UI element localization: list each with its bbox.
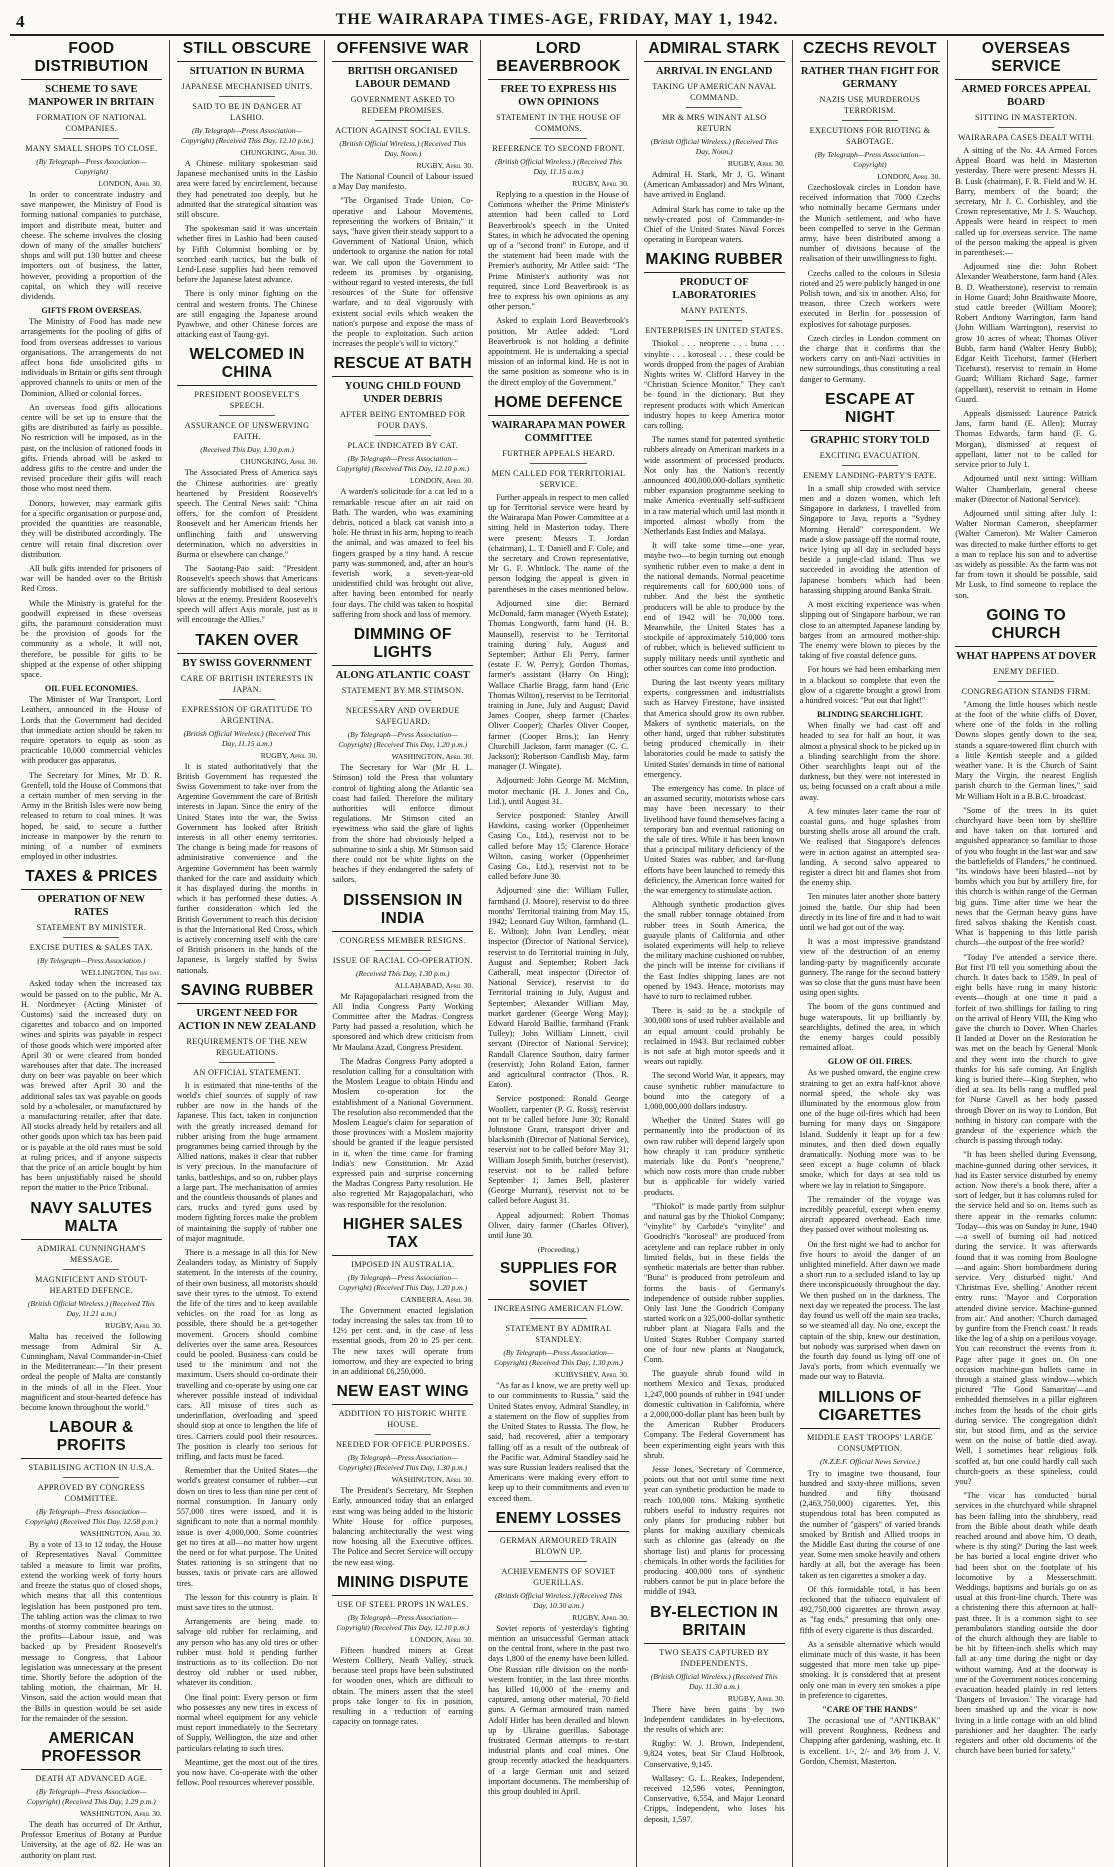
section-heading: GLOW OF OIL FIRES. xyxy=(827,1057,912,1067)
article-dateline: WASHINGTON, April 30. xyxy=(391,1475,474,1485)
article-paragraph: The President's Secretary, Mr Stephen Early, announced today that an enlarged east wing was being added to the historic White House for office purposes, balancing architecturally the west wing now housing all the Executive offices. The Police and Secret Service will occupy the new east wing. xyxy=(332,1486,474,1567)
article-dateline: RUGBY, April 30. xyxy=(105,1320,162,1330)
article xyxy=(177,40,318,340)
article-dateline: WELLINGTON, This day. xyxy=(81,968,162,978)
article-dateline: WASHINGTON, April 30. xyxy=(80,1529,162,1539)
article-headline: OFFENSIVE WAR xyxy=(332,40,473,62)
article xyxy=(332,1574,473,1728)
article-subheading: REQUIREMENTS OF THE NEW REGULATIONS. xyxy=(186,1036,308,1057)
article-subheading: EXCISE DUTIES & SALES TAX. xyxy=(29,943,153,953)
article xyxy=(332,1216,473,1377)
article-deck: WHAT HAPPENS AT DOVER xyxy=(956,650,1097,662)
article-headline: AMERICAN PROFESSOR xyxy=(21,1730,162,1770)
article-subheading: STABILISING ACTION IN U.S.A. xyxy=(28,1463,155,1473)
article-paragraph: Adjourned: John George M. McMinn, motor mechanic (H. J. Jones and Co., Ltd.), until August 31. xyxy=(488,776,629,806)
column-3 xyxy=(325,40,481,1867)
column-5 xyxy=(637,40,793,1867)
article-subheading: ADMIRAL CUNNINGHAM'S MESSAGE. xyxy=(36,1243,146,1264)
article-paragraph: "The vicar has conducted burial services in the churchyard while shrapnel has been falling into the shrubbery, read from the Bible about death while death reached around and above him. 'O death, where is thy sting?' During the last week he has buried a local engine driver who had been shot on the footplate of his locomotive by a Messerschmitt. Weddings, baptisms and burials go on as usual at this front-line church. There was a christening there this afternoon at half-past three. It is a common sight to see perambulators standing outside the door of the church although they are liable to be hit by fifteen-inch shells which may fall at any time during the night or day without warning. And at the doorway is one of the Government notices concerning evacuation headed plainly in red letters 'Dangers of Invasion.' The vicarage had been smashed up and the vicar is now living in a little cottage with an old blind parishioner and her daughter. The early registers and other old documents of the church have been buried for safety." xyxy=(955,1491,1097,1756)
article-paragraph: Further appeals in respect to men called up for Territorial service were heard by the Wairarapa Man Power Committee at a sitting held in Masterton today. There were present: Messrs T. Jordan (chairman), L. T. Daniell and F. Cole, and the secretary and Crown representative, Mr G. F. Whitlock. The name of the person lodging the appeal is given in parentheses in the cases mentioned below. xyxy=(488,492,629,594)
article-dateline: LONDON, April 30. xyxy=(98,179,162,188)
article-paragraph: Although synthetic production gives the small rubber tonnage obtained from rubber trees in South America, the guayule plants of California and other isolated experiments will help to relieve the military machine cushioned on rubber, the pinch will be intense for civilians if the East Indies shipping lanes are not opened by 1943. Hence, motorists may have to turn to reclaimed rubber. xyxy=(643,900,785,1002)
article-paragraph: It is stated authoritatively that the British Government has requested the Swiss Government to take over from the Argentine Government the care of British interests in Japan. Since the entry of the United States into the war, the Swiss Government has looked after British interests in all other enemy territories. The change is being made for reasons of administrative convenience and the Argentine Government has been warmly thanked for the care and assiduity which it has displayed during the months in which it has performed these duties. A further consideration which led the British Government to reach this decision is that the International Red Cross, which is actively concerning itself with the care of British prisoners in the hands of the Japanese, is largely staffed by Swiss nationals. xyxy=(176,761,318,975)
article-paragraph: "Thiokol" is made partly from sulphur and natural gas by the Thiokol Company; "vinylite" by Carbide's "vinylite" and Goodrich's "koroseal" are produced from acetylene and can replace rubber in only limited fields, but in these fields the synthetic materials are better than rubber. "Buna" is produced from petroleum and forms the basis of Germany's independence of outside rubber supplies. Only last June the Goodrich Company started work on a 325,000-dollar synthetic rubber plant at Niagara Falls and the United States Rubber Company started one of four new plants at Naugatuck, Conn. xyxy=(643,1201,785,1364)
article-credit: (By Telegraph—Press Association.) xyxy=(37,956,146,966)
article-subheading: EXCITING EVACUATION. xyxy=(819,450,921,460)
article-credit: (Received This Day, 1.30 p.m.) xyxy=(200,445,294,455)
article-subheading: EXECUTIONS FOR RIOTING & SABOTAGE. xyxy=(809,126,931,146)
article-paragraph: The boom of the guns continued and huge waterspouts, lit up brilliantly by searchlights, defined the area, in which the enemy barges could possibly remained afloat. xyxy=(799,1002,941,1053)
article-subheading: APPROVED BY CONGRESS COMMITTEE. xyxy=(37,1483,145,1504)
divider-rule xyxy=(63,138,119,139)
article-subheading: NAZIS USE MURDEROUS TERRORISM. xyxy=(819,95,921,115)
article-subheading: MR & MRS WINANT ALSO RETURN xyxy=(661,113,767,133)
article-headline: MILLIONS OF CIGARETTES xyxy=(800,1389,941,1429)
article-paragraph: Adjourned until sitting after July 1: Walter Norman Cameron, sheepfarmer (Walter Cameron). Mr Walter Cameron was directed to make further efforts to get a man to replace his son and to advertise as widely as possible. As the farm was not far from town it should be possible, said Mr Lusk, to find someone to replace the son. xyxy=(955,508,1097,600)
article-subheading: PRESIDENT ROOSEVELT'S SPEECH. xyxy=(194,390,300,411)
article-paragraph: An overseas food gifts allocations centre will be set up to ensure that the gifts are distributed as fairly as possible. No restriction will be imposed, as in the past, on the inclusion of rationed foods in gifts. Friends abroad will be asked to address gifts to the centre and under the revised procedure their gifts will reach those who most need them. xyxy=(21,402,162,494)
article-paragraph: The Secretary for War (Mr H. L. Stimson) told the Press that voluntary control of lighting along the Atlantic sea coast had failed. Therefore the military authorities will enforce dimout regulations. Mr Stimson cited an eyewitness who said the glare of lights from the shore had obviously helped a submarine to sink a ship. Mr Stimson said there could not be white lights on the beaches if they endangered the safety of sailors. xyxy=(332,763,474,885)
article-subheading: INCREASING AMERICAN FLOW. xyxy=(494,1304,623,1314)
article-paragraph: The remainder of the voyage was incredibly peaceful, except when enemy aircraft appeared overhead. Each time they passed over without molesting us. xyxy=(799,1194,941,1235)
article xyxy=(332,355,473,620)
divider-rule xyxy=(998,681,1055,682)
article-deck: SITUATION IN BURMA xyxy=(189,66,305,77)
article-deck: GRAPHIC STORY TOLD xyxy=(810,434,930,446)
article-paragraph: Admiral Stark has come to take up the newly-created post of Commander-in-Chief of the United States Naval Forces operating in European waters. xyxy=(643,204,785,245)
article-credit: (British Official Wireless.) (Received This Day, Noon.) xyxy=(339,139,467,158)
article xyxy=(332,1383,473,1568)
article-subheading: ADDITION TO HISTORIC WHITE HOUSE. xyxy=(338,1409,467,1430)
article-headline: NAVY SALUTES MALTA xyxy=(21,1200,162,1240)
article-dateline: LONDON, April 30. xyxy=(877,172,941,181)
article xyxy=(644,1604,785,1825)
article-paragraph: There have been gains by two Independent candidates in by-elections, the results of which are: xyxy=(643,1704,785,1734)
article-credit: (By Telegraph—Press Association—Copyright) (Received This Day, 1.29 p.m.) xyxy=(26,1786,156,1806)
article-headline: ADMIRAL STARK xyxy=(644,40,785,62)
article-paragraph: Service postponed: Stanley Atwill Hawkins, casing worker (Oppenheimer Casing Co., Ltd.), reservist not to be called before May 15; Clarence Horace Wilton, casing worker (Oppenheimer Casing Co., Ltd.), reservist not to be called before June 30. xyxy=(488,810,629,882)
article-subheading: ACHIEVEMENTS OF SOVIET GUERILLAS. xyxy=(501,1566,616,1587)
article-paragraph: A warden's solicitude for a cat led to a remarkable rescue after an air raid on Bath. The warden, who was examining debris, noticed a black cat vanish into a hole. He thrust in his arm, hoping to reach the animal, and was amazed to feel his fingers grasped by a tiny hand. A rescue party was summoned, and, after an hour's feverish work, a seven-year-old unidentified child was brought out alive, after having been entombed for nearly four days. The child was taken to hospital suffering from shock and loss of memory. xyxy=(332,487,474,619)
article-paragraph: Soviet reports of yesterday's fighting mention an unsuccessful German attack on the central front, where in the past two days 1,800 of the enemy have been killed. One Russian rifle division on the north-western frontier, in the last three months has killed 10,000 of the enemy and captured, among other material, 70 field guns. A German armoured train named Adolf Hitler has been derailed and blown up by Ukraine guerillas. Sabotage frustrated German attempts to re-start industrial plants and coal mines. One group recently attacked the headquarters of a large German unit and seized important documents. The membership of this group doubled in April. xyxy=(488,1623,629,1796)
article-paragraph: Rugby: W. J. Brown, Independent, 9,824 votes, beat Sir Claud Holbrook, Conservative, 9,145. xyxy=(643,1739,785,1769)
article-paragraph: Adjourned sine die: William Fuller, farmhand (J. Moore), reservist to do three months' Territorial training from May 15, 1942; Leonard Guy Wilton, farmhand (L. E. Wilton); John Ivan Lendley, meat inspector (Director of National Service), reservist to do Territorial training in July, August and September; Robert Jack Catherall, meat inspector (Director of National Service), reservist to do Territorial training in July, August and September; Alexander William May, market gardener (George Wong May); Edward Harold Baillie, farmhand (Frank Tulley); John William Linnett, civil servant (Director of National Service); Randall Clarence Southon, dairy farmer (reservist); John Roland Eaton, farmer and agricultural contractor (Thos. R. Eaton). xyxy=(488,886,629,1090)
article xyxy=(332,40,473,349)
article-credit: (British Official Wireless.) (Received This Day, 10.30 a.m.) xyxy=(495,1590,622,1610)
article-deck: ALONG ATLANTIC COAST xyxy=(335,670,470,682)
article-paragraph: Try to imagine two thousand, four hundred and sixty-three millions, seven hundred and fifty thousand (2,463,750,000) cigarettes. Yet, this stupendous total has been computed as the number of "gaspers" of varied brands smoked by British and Allied troops in the Middle East during the course of one year. Some men smoke heavily and others hardly at all, but the average has been taken as ten cigarettes a smoker a day. xyxy=(799,1468,941,1580)
column-6 xyxy=(793,40,949,1867)
article-subheading: NEEDED FOR OFFICE PURPOSES. xyxy=(335,1440,470,1450)
article-subheading: MEN CALLED FOR TERRITORIAL SERVICE. xyxy=(491,468,626,489)
article-headline: OVERSEAS SERVICE xyxy=(955,40,1097,80)
article-paragraph: Adjourned until next sitting: William Walter Chamberlain, general cheese maker (Director of National Service). xyxy=(955,474,1097,504)
article-headline: CZECHS REVOLT xyxy=(800,40,941,62)
article-headline: HOME DEFENCE xyxy=(488,394,629,416)
divider-rule xyxy=(686,107,742,108)
article xyxy=(332,892,473,1210)
article-headline: SUPPLIES FOR SOVIET xyxy=(488,1260,629,1300)
article xyxy=(177,982,318,1789)
newspaper-title: THE WAIRARAPA TIMES-AGE, FRIDAY, MAY 1, 1942. xyxy=(335,11,779,28)
article xyxy=(177,632,318,976)
article-paragraph: The guayule shrub found wild in northern Mexico and Texas, produced 1,247,000 pounds of rubber in 1941 under domestic cultivation in California, where a 2,000,000-dollar plant has been built by the American Rubber Producers Company. The Federal Government has been experimenting eight years with this shrub. xyxy=(643,1369,785,1460)
article xyxy=(644,40,785,245)
article xyxy=(21,1730,162,1861)
article-credit: (N.Z.E.F. Official News Service.) xyxy=(820,1456,920,1466)
article xyxy=(488,394,629,1254)
article xyxy=(21,40,162,862)
article-paragraph: The Associated Press of America says the Chinese authorities are greatly heartened by President Roosevelt's speech. The Central News said: "China offers, for the comfort of President Roosevelt and her American friends her unflinching faith and unswerving determination, which no adversities in Burma or elsewhere can change." xyxy=(176,468,318,560)
article-headline: WELCOMED IN CHINA xyxy=(177,346,318,386)
article-headline: LORD BEAVERBROOK xyxy=(488,40,629,80)
section-heading: GIFTS FROM OVERSEAS. xyxy=(41,306,142,316)
article-paragraph: "The Organised Trade Union, Co-operative and Labour Movements, representing the workers of Britain," it says, "have given their steady support to a Government of National Union, which undertook to organise the nation for total war. We call upon the Government to redeem its promises by organising, without regard to vested interests, the full resources of the State for offensive warfare, and to deal vigorously with existent social evils which weaken the nation's purpose and expose the mass of the people to exploitation. Such action increases the people's will to victory." xyxy=(332,196,474,349)
article-paragraph: Admiral H. Stark, Mr J. G. Winant (American Ambassador) and Mrs Winant, have arrived in England. xyxy=(643,170,785,200)
article-paragraph: Fifteen hundred miners at Great Western Colliery, Neath Valley, struck because steel props have been substituted for wooden ones, which are difficult to obtain. The miners assert that the steel props take longer to fix in position, resulting in a reduction of earning capacity on tonnage rates. xyxy=(332,1645,474,1727)
article-paragraph: On the first night we had to anchor for five hours to avoid the danger of an unlighted minefield. After dawn we made a short run to a secluded island to lay up there inconspicuously throughout the day. We then pushed on in the darkness. The next day we repeated the process. The last day found us well off the main sea tracks, so we steamed all day. No one, except the captain of the ship, knew our destination, but nobody was surprised when dawn on the fourth day found us lying off one of Java's ports, from which eventually we made our way to Batavia. xyxy=(799,1239,941,1382)
divider-rule xyxy=(375,700,431,701)
divider-rule xyxy=(219,1062,275,1063)
article-paragraph: "Some of the trees in its quiet churchyard have been torn by shellfire and have taken on that tortured and anguished appearance so familiar to those of you who fought in the last war and saw the battlefields of Flanders," he continued. "Its windows have been blasted—not by bombs which you but by artillery fire, for this church is within range of the German big guns. Time after time we hear the news that the German heavy guns have fired salvos shaking the Kentish coast. What is happening to this little parish church—the outpost of the free world? xyxy=(955,805,1097,948)
article-paragraph: The emergency has come. In place of an assumed security, motorists whose cars may have been necessary to their livelihood have found themselves facing a temporary ban and eventual rationing on the sale of tires. While it has been known that a principal military deficiency of the United States was rubber, and far-flung efforts have been launched to remedy this deficiency, the American force waited for the war emergency to stimulate action. xyxy=(643,783,785,895)
article-subheading: ENEMY LANDING-PARTY'S FATE. xyxy=(803,470,937,480)
divider-rule xyxy=(530,138,586,139)
article-paragraph: Adjourned sine die: John Robert Alexander Weatherstone, farm hand (Alex B. D. Weatherstone), reservist to remain in Home Guard; John Braithwaite Moore, stud cattle breeder (William Moore); Robert Anthony Warrington, farm hand (John William Warrington), reservist to grow 10 acres of wheat; Thomas Oliver Bubb, farm hand (Walter Henry Bubb); Edgar Keith Ticehurst, farmer (Herbert Ticehurst), reservist to remain in Home Guard; William Richard Sage, farmer (appellant), reservist to remain in Home Guard. xyxy=(955,262,1097,404)
article-paragraph: There is only minor fighting on the central and western fronts. The Chinese are still engaging the Japanese around Pyawbwe, and other Chinese forces are attacking east of Taung-gyi. xyxy=(176,289,318,340)
article xyxy=(955,607,1097,1757)
article-subheading: SAID TO BE IN DANGER AT LASHIO. xyxy=(192,102,302,122)
article-dateline: CHUNGKING, April 30. xyxy=(240,457,318,467)
section-heading: BLINDING SEARCHLIGHT. xyxy=(816,710,923,720)
divider-rule xyxy=(530,1561,586,1562)
article-paragraph: One final point: Every person or firm who possesses any new tires in excess of normal wheel equipment for any vehicle must report immediately to the Secretary of Supply, Wellington, the size and other particulars relating to such tires. xyxy=(176,1692,318,1753)
article-subheading: MAGNIFICENT AND STOUT-HEARTED DEFENCE. xyxy=(35,1274,148,1295)
article-subheading: ASSURANCE OF UNSWERVING FAITH. xyxy=(184,421,310,442)
article-paragraph: Appeal adjourned: Robert Thomas Oliver, dairy farmer (Charles Oliver), until June 30. xyxy=(488,1210,629,1241)
article-subheading: EXPRESSION OF GRATITUDE TO ARGENTINA. xyxy=(181,704,313,725)
page-number: 4 xyxy=(16,12,25,31)
article-paragraph: Wallasey: G. L. Reakes, Independent, received 12,596 votes, Pennington, Conservative, 6,554, and Major Leonard Cripps, Independent, who loses his deposit, 1,597. xyxy=(643,1773,785,1824)
article-paragraph: "Among the little houses which nestle at the foot of the white cliffs of Dover, where one of the folds in the rolling Downs slopes gently down to the sea, stands a square-towered flint church with a little Kentish steeple and a gilded weather vane. It is the Church of Saint Mary the Virgin, the nearest English parish church to the German lines," said Mr William Holt in a B.B.C. broadcast. xyxy=(955,699,1097,801)
article-paragraph: The Secretary for Mines, Mr D. R. Grenfell, told the House of Commons that a certain number of men serving in the Army in the British Isles were now being released to return to coal mines. It was hoped, he said, to secure a further increase in manpower by the return to mining of a number of exminers employed in other industries. xyxy=(21,770,162,862)
article-paragraph: Replying to a question in the House of Commons whether the Prime Minister's attention had been called to Lord Beaverbrook's speech in the United States, in which he advocated the opening up of a "second front" in Europe, and if the statement had been made with the Premier's authority, Mr Attlee said: "The Prime Minister's authority was not required, since Lord Beaverbrook is as free to express his own opinions as any other person." xyxy=(488,190,629,312)
column-4 xyxy=(481,40,637,1867)
article-paragraph: The lesson for this country is plain. It must save tires to the utmost. xyxy=(176,1592,318,1612)
article-paragraph: The spokesman said it was uncertain whether fires in Lashio had been caused by Fifth Columnist bombing or by scorched earth tactics, but the bulk of Lend-Lease supplies had been removed before the Japanese latest advance. xyxy=(176,224,318,285)
article-headline: RESCUE AT BATH xyxy=(332,355,473,377)
article-dateline: WASHINGTON, April 30. xyxy=(80,1808,162,1818)
article-paragraph: Asked to explain Lord Beaverbrook's position, Mr Attlee added: "Lord Beaverbrook is not holding a definite appointment. He is undertaking a special mission of an informal kind. He is not in the same position as someone who is in the direct employ of the Government." xyxy=(488,316,629,387)
article xyxy=(800,391,941,1383)
article-paragraph: A Chinese military spokesman said Japanese mechanised units in the Lashio area were faced by encirclement, because they had penetrated too deeply, but he admitted that the strategical situation was still obscure. xyxy=(176,159,318,220)
article-headline: ESCAPE AT NIGHT xyxy=(800,391,941,431)
article-paragraph: The Saotang-Pao said: "President Roosevelt's speech shows that Americans are sufficiently mobilised to deal serious blows at the enemy. President Roosevelt's speech will affect Axis morale, just as it will encourage the Allies." xyxy=(176,564,318,625)
article-headline: MINING DISPUTE xyxy=(332,1574,473,1596)
article-paragraph: Ten minutes later another shore battery joined the battle. Our ship had been directly in its line of fire and it had to wait until we had got out of the way. xyxy=(799,892,941,932)
article-dateline: RUGBY, April 30. xyxy=(416,161,474,170)
article-subheading: MANY SMALL SHOPS TO CLOSE. xyxy=(25,144,158,153)
article-dateline: LONDON, April 30. xyxy=(409,1634,474,1644)
article-subheading: STATEMENT IN THE HOUSE OF COMMONS. xyxy=(496,113,621,133)
article-paragraph: A few minutes later came the roar of coastal guns, and huge splashes from bursting shells arose all around the craft. We realised that Singapore's defences were in action against an attempted sea-landing. A second salvo appeared to register a direct hit and flames shot from the enemy ship. xyxy=(799,806,941,888)
article-credit: (By Telegraph—Press Association—Copyright) (Received This Day, 12.58 p.m.) xyxy=(25,1507,158,1527)
article-headline: FOOD DISTRIBUTION xyxy=(21,40,162,80)
article xyxy=(332,626,473,885)
article-subheading: IMPOSED IN AUSTRALIA. xyxy=(351,1259,455,1269)
article-subheading: FURTHER APPEALS HEARD. xyxy=(502,448,615,458)
divider-rule xyxy=(686,320,742,321)
article-subheading: TWO SEATS CAPTURED BY INDEPENDENTS. xyxy=(659,1647,770,1668)
article-credit: (British Official Wireless.) (Received This Day, 11.15 a.m.) xyxy=(183,728,311,748)
article-paragraph: The Madras Congress Party adopted a resolution calling for a consultation with the Moslem League to obtain Hindu and Moslem co-operation for the establishment of a National Government. The resolution also recommended that the Moslem League's claim for separation of those provinces with a Moslem majority should be granted if the league persisted in it, when the time came for framing India's new Constitution. Mr Azad expressed pain and surprise concerning the Madras Congress Party resolution. He also regretted Mr Rajagopalachari, who was responsible for the resolution. xyxy=(332,1056,474,1209)
article-subheading: PLACE INDICATED BY CAT. xyxy=(347,441,459,451)
article-dateline: LONDON, April 30. xyxy=(409,476,474,486)
article-headline: STILL OBSCURE xyxy=(177,40,318,62)
article-credit: (By Telegraph—Press Association—Copyright) (Received This Day, 12.10 p.m.) xyxy=(336,454,470,474)
article-deck: YOUNG CHILD FOUND UNDER DEBRIS xyxy=(344,381,461,406)
article-subheading: TAKING UP AMERICAN NAVAL COMMAND. xyxy=(652,82,777,102)
article-paragraph: It will take some time—one year, maybe two—to begin turning out enough synthetic rubber even to make a dent in the national demands. Normal peacetime requirements call for 600,000 tons of rubber. And the best the synthetic producers will be able to produce by the end of 1942 will be 70,000 tons. Meanwhile, the United States has a stockpile of approximately 510,000 tons of rubber, which is believed sufficient to supply military needs until synthetic and other sources can come into production. xyxy=(643,541,785,673)
article-paragraph: Malta has received the following message from Admiral Sir A. Cunningham, Naval Commander-in-Chief in the Mediterranean:—"In their present ordeal the people of Malta are constantly in the minds of all in the Fleet. Your magnificent and stout-hearted defence has become known throughout the world." xyxy=(21,1331,162,1413)
divider-rule xyxy=(998,127,1055,128)
article-paragraph: There is a message in all this for New Zealanders today, as Ministry of Supply statement. In the interests of the country, of their own business, all motorists should save their tyres to the utmost. To extend the life of the tires and to keep available vehicles on the road for as long as possible, there should be a get-together movement. Grocers should combine deliveries over the same area. Resources could be pooled. Business cars could be used to the minimum and not the maximum. Users should co-ordinate their travelling and co-operate by using one car wherever possible instead of individual cars. All misuse of tires such as underinflation, overloading and speed should stop at once to lengthen the life of tires. Carriers could pool their resources. The position is clearly too serious for trifling, and facts must be faced. xyxy=(176,1248,318,1462)
article-dateline: RUGBY, April 30. xyxy=(727,1693,785,1703)
article-subheading: WAIRARAPA CASES DEALT WITH. xyxy=(957,133,1095,142)
article-paragraph: Czechs called to the colours in Silesia rioted and 25 were publicly hanged in one Polish town, and six in another. Also, for treason, three Czech workers were executed in Berlin for possession of explosives for sabotage purposes. xyxy=(799,268,941,329)
article-continuation: (Proceeding.) xyxy=(537,1245,580,1255)
article-paragraph: "It has been shelled during Evensong, machine-gunned during other services, it had its Easter service disturbed by enemy action. Now there's a book there, after a sort of ledger, but it has columns ruled for the service held and so on. Items such as there appear in the remarks column: 'Today—this was on Sunday in June, 1940—a swell of burning oil had noticed during the service. It was afterwards found that it was coming from Boulogne—and again: Short bombardment during service. Very disturbed night.' And 'Christmas Eve, shelling.' Another recent entry runs: 'Mayor and Corporation attended divine service. Machine-gunned from air.' And another: 'Church damaged by gunfire from the French coast.' It reads like the log of a ship on a perilous voyage. You can reconstruct the events from it. Page after page it goes on. On one occasion machine-gun bullets came in through a stained glass window—which pictured 'The Good Samaritan'—and embedded themselves in a pillar eighteen inches from the heads of the choir girls during service. The congregation didn't stir, but stood firm, and as the service went on the noise of battle died away. Well, I sometimes hear religious folk scoffed at, but one could hardly call such church-goers as these spineless, could you? xyxy=(955,1150,1097,1486)
article-paragraph: While the Ministry is grateful for the goodwill expressed in these overseas gifts, the paramount consideration must be the provision of goods for the community as a whole. It will not, therefore, be possible for gifts to be shipped at the expense of other shipping space. xyxy=(21,598,162,679)
article-paragraph: Service postponed: Ronald George Woollett, carpenter (P. G. Ross), reservist not to be called before June 30; Ronald Johnstone Grant, transport driver and blacksmith (Director of National Service), reservist not to be called before May 31; William Joseph Smith, butcher (reservist), reservist not to be called before September 1; James Bell, plasterer (George Murrant), reservist not to be called before August 31. xyxy=(488,1094,629,1206)
article-credit: (Received This Day, 1.30 p.m.) xyxy=(355,968,450,978)
article-dateline: RUGBY, April 30. xyxy=(260,750,318,760)
article-credit: (By Telegraph—Press Association—Copyright) xyxy=(36,157,147,176)
article-subheading: ENTERPRISES IN UNITED STATES. xyxy=(645,326,784,336)
divider-rule xyxy=(219,699,275,700)
article-paragraph: The Ministry of Food has made new arrangements for the pooling of gifts of food from overseas addresses to various organisations. The arrangements do not affect bona fide unsolicited gifts to individuals in Britain or gifts sent through approved channels to units or men of the Dominion, Allied or colonial forces. xyxy=(21,317,162,398)
article-paragraph: Of this formidable total, it has been reckoned that the tobacco equivalent of 492,750,000 cigarettes are thrown away as "fag ends," presuming that only one-fifth of every cigarette is thus discarded. xyxy=(799,1584,941,1635)
article-headline: HIGHER SALES TAX xyxy=(332,1216,473,1256)
article-dateline: KUIBYSHEV, April 30. xyxy=(554,1370,629,1380)
article-subheading: MIDDLE EAST TROOPS' LARGE CONSUMPTION. xyxy=(807,1432,933,1453)
article-paragraph: The second World War, it appears, may cause synthetic rubber manufacture to bound into the category of a 1,000,000,000 dollars industry. xyxy=(643,1071,785,1112)
article-paragraph: Mr Rajagopalachari resigned from the All India Congress Party Working Committee after the Madras Congress Party had passed a resolution, which he sponsored and which drew criticism from Mr Maulana Azad, Congress President. xyxy=(332,991,474,1052)
article-credit: (British Official Wireless.) (Received This Day, 11.15 a.m.) xyxy=(495,157,622,176)
masthead xyxy=(10,8,1104,36)
divider-rule xyxy=(63,1269,119,1270)
divider-rule xyxy=(375,120,431,121)
article-headline: NEW EAST WING xyxy=(332,1383,473,1405)
article-credit: (By Telegraph—Press Association—Copyright) (Received This Day, 1.30 p.m.) xyxy=(338,1453,468,1473)
article-credit: (British Official Wireless.) (Received This Day, 11.21 a.m.) xyxy=(27,1298,155,1318)
article-paragraph: There is said to be a stockpile of 300,000 tons of used rubber available and an equal amount could probably be reclaimed in 1943. But reclaimed rubber is not safe at high motor speeds and it wears out rapidly. xyxy=(643,1006,785,1067)
article-subheading: CONGREGATION STANDS FIRM. xyxy=(961,686,1091,696)
article-paragraph: When finally we had cast off and headed to sea for half an hour, it was almost a physical shock to be picked up in a blinding searchlight from the shore. Other searchlights leapt out of the darkness, but they were not interested in us, being focussed on a craft about a mile away. xyxy=(799,721,941,802)
column-1 xyxy=(14,40,170,1867)
article-paragraph: Donors, however, may earmark gifts for a specific organisation or purpose and, provided the quantities are reasonable, they will be distributed accordingly. The centre will retain final discretion over distribution. xyxy=(21,498,162,559)
article-subheading: ISSUE OF RACIAL CO-OPERATION. xyxy=(332,955,473,965)
divider-rule xyxy=(63,1477,119,1478)
article-credit: (By Telegraph—Press Association—Copyright) (Received This Day, 12.10 p.m.) xyxy=(180,126,314,145)
divider-rule xyxy=(375,435,431,436)
article-credit: (British Official Wireless.) (Received This Day, Noon.) xyxy=(650,137,778,156)
article-paragraph: It was a most impressive grandstand view of the destruction of an enemy landing-party by magnificently accurate gunnery. The range for the second battery was so close that the guns must have been using open sights. xyxy=(799,937,941,998)
article-subheading: SITTING IN MASTERTON. xyxy=(974,113,1078,122)
article-dateline: RUGBY, April 30. xyxy=(727,159,785,168)
divider-rule xyxy=(375,1434,431,1435)
divider-rule xyxy=(530,463,586,464)
article-deck: SCHEME TO SAVE MANPOWER IN BRITAIN xyxy=(28,84,155,108)
article-subheading: REFERENCE TO SECOND FRONT. xyxy=(492,144,625,153)
divider-rule xyxy=(219,96,275,97)
divider-rule xyxy=(530,1318,586,1319)
article xyxy=(644,251,785,1597)
article-paragraph: The Minister of War Transport, Lord Leathers, announced in the House of Lords that the Government had decided that immediate action should be taken to require operators to equip as soon as practicable 10,000 commercial vehicles with producer gas apparatus. xyxy=(21,695,162,766)
divider-rule xyxy=(219,415,275,416)
article-subheading: STATEMENT BY MINISTER. xyxy=(36,923,147,933)
article-deck: BY SWISS GOVERNMENT xyxy=(182,657,312,669)
article-subheading: DEATH AT ADVANCED AGE. xyxy=(35,1773,148,1783)
article-paragraph: The occasional use of "ANTIKBAK" will prevent Roughness, Redness and Chapping after gardening, washing, etc. It is excellent. 1/-, 2/- and 3/6 from J. V. Gordon, Chemist, Masterton. xyxy=(799,1715,941,1766)
article-subheading: JAPANESE MECHANISED UNITS. xyxy=(181,82,313,91)
newspaper-columns xyxy=(14,40,1104,1860)
article-subheading: ENEMY DEFIED. xyxy=(993,666,1060,676)
section-heading: "CARE OF THE HANDS" xyxy=(822,1704,918,1714)
article-paragraph: All bulk gifts intended for prisoners of war will be handed over to the British Red Cross. xyxy=(21,563,162,594)
article-paragraph: A most exciting experience was when slipping out of Singapore harbour, we ran close to an attempted Japanese landing by barges from an armoured mother-ship. The enemy were blown to pieces by the taking of five coastal defence guns. xyxy=(799,600,941,661)
article-paragraph: "As far as I know, we are pretty well up to our commitments to Russia," said the United States envoy, Admiral Standley, in a statement on the flow of supplies from the United States to Russia. The flow, he said, had recovered, after a temporary falling off as a result of the outbreak of the Pacific war. Admiral Standley said he was sure Russian leaders realised that the Americans were making every effort to keep up to their commitments and even to exceed them. xyxy=(488,1381,629,1503)
article-paragraph: Czechoslovak circles in London have received information that 7000 Czechs who nominally became Germans under the Munich settlement, and who have been compelled to serve in the German army, have been distributed among a number of divisions because of the realisation of their unwillingness to fight. xyxy=(799,183,941,264)
article xyxy=(800,40,941,385)
article-dateline: RUGBY, April 30. xyxy=(572,179,629,188)
article xyxy=(177,346,318,625)
article-dateline: ALLAHABAD, April 30. xyxy=(394,980,474,990)
article-paragraph: Adjourned sine die: Bernard McDonald, farm manager (Wyeth Estate); Thomas Longworth, farm hand (H. B. Maunsell), reservist to be Territorial training during July, August and September; Arthur Eli Perry, farmer (estate F. W. Perry); Gordon Thomas, farmer's assistant (Harry On Hing); Wallace Charlie Bragg, farm hand (Eric Thomas Wilton), reservist to be Territorial training in June, July and August; David James Cooper, sheep farmer (Charles Oliver Cooper); Charles Oliver Cooper, farmer (Cooper Bros.); Ian Henry Churchill Jackson, farm manager (C. C. Jackson); Robertson Candlish May, farm manager (J. Wingate). xyxy=(488,598,629,772)
article-subheading: CARE OF BRITISH INTERESTS IN JAPAN. xyxy=(180,673,314,694)
article-paragraph: The names stand for patented synthetic rubbers already on American markets in a wide assortment of processed products. Not only has the Nation's recently announced 400,000,000-dollars synthetic rubber expansion programme seeking to make America eventually self-sufficient in a raw material which until last month it imported almost wholly from the Netherlands East Indies and Malaya. xyxy=(643,435,785,537)
article-paragraph: In order to concentrate industry and save manpower, the Ministry of Food is forming national companies to purchase, import and distribute meat, butter and cheese. The scheme involves the closing down of many of the smaller butchers' shops and will put 130 butter and cheese importers out of business, the latter, however, providing a proportion of the capital, on which they will receive dividends. xyxy=(21,190,162,302)
article-subheading: CONGRESS MEMBER RESIGNS. xyxy=(339,935,466,945)
article-paragraph: The Government enacted legislation today increasing the sales tax from 10 to 12½ per cent. and, in the case of less essential goods, from 20 to 25 per cent. The new taxes will operate from tomorrow, and they are expected to bring in an additional £6,250,000. xyxy=(332,1305,474,1377)
article-deck: WAIRARAPA MAN POWER COMMITTEE xyxy=(491,419,626,444)
article-headline: DIMMING OF LIGHTS xyxy=(332,626,473,666)
article-subheading: USE OF STEEL PROPS IN WALES. xyxy=(336,1599,469,1609)
article xyxy=(21,1200,162,1414)
divider-rule xyxy=(375,950,431,951)
article-paragraph: The National Council of Labour issued a May Day manifesto. xyxy=(332,172,474,192)
article-deck: ARMED FORCES APPEAL BOARD xyxy=(961,84,1091,108)
article-subheading: STATEMENT BY ADMIRAL STANDLEY. xyxy=(505,1324,612,1345)
article-paragraph: Remember that the United States—the world's greatest consumer of rubber—cut down on tires to less than nine per cent of normal consumption. In January only 557,000 tires were issued, and it is significant to note that a normal monthly issue is over 4,000,000. Some countries get no tires at all—no matter how urgent the need or for what purpose. The United States rationing is so stringent that no busses, taxis or private cars are allowed tires. xyxy=(176,1466,318,1588)
article xyxy=(800,1389,941,1767)
article-deck: URGENT NEED FOR ACTION IN NEW ZEALAND xyxy=(178,1007,316,1032)
article-paragraph: By a vote of 13 to 12 today, the House of Representatives Naval Committee tabled a measure to limit war profits, extend the working week of forty hours and freeze the status quo of closed shops, which means that all this contentious legislation has been postponed pro tem. The tabling action was the climax to two months of stormy committee hearings on the profits—Labour issue, and was backed up by President Roosevelt's message to Congress, that Labour legislation was unnecessary at the present time. Shortly before the adoption of the tabling motion, the chairman, Mr H. Vinson, said the action would mean that the Bills in question would be set aside for the remainder of the session. xyxy=(21,1540,162,1723)
article-paragraph: Jesse Jones, Secretary of Commerce, points out that not until some time next year can synthetic production be made to reach 100,000 tons. Making synthetic rubbers useful to industry requires not only plants for producing rubber but plants for making auxiliary chemicals such as chlorine gas (already on the shortage list) and plants for processing chemicals. In other words the facilities for producing 400,000 tons of synthetic rubbers cannot be put in place before the middle of 1943. xyxy=(643,1464,785,1597)
article-headline: BY-ELECTION IN BRITAIN xyxy=(644,1604,785,1644)
article-paragraph: Appeals dismissed: Laurence Patrick Jans, farm hand (E. Allen); Murray Thomas Edwards, farm hand (F. G. Morgan), dismissed at request of appellant, latter not to be called for service prior to July 1. xyxy=(955,409,1097,470)
article-headline: MAKING RUBBER xyxy=(644,251,785,273)
article-credit: (By Telegraph—Press Association—Copyright) (Received This Day, 1.20 p.m.) xyxy=(338,1272,468,1292)
article-deck: BRITISH ORGANISED LABOUR DEMAND xyxy=(347,66,458,90)
article-deck: OPERATION OF NEW RATES xyxy=(37,894,146,919)
article-headline: TAKEN OVER xyxy=(177,632,318,654)
article-paragraph: In a small ship crowded with service men and a dozen women, which left Singapore in darkness, I travelled from Singapore to Java, reports a "Sydney Morning Herald" correspondent. We made a slow passage off the normal route, twice lying up all day in secluded bays beside a jungle-clad island. Thus we succeeded in avoiding the attention of Japanese bombers which had been harassing shipping around Banka Strait. xyxy=(799,483,941,595)
article-credit: (By Telegraph—Press Association—Copyright) (Received This Day, 12.10 p.m.) xyxy=(336,1612,470,1632)
article-paragraph: It is estimated that nine-tenths of the world's chief sources of supply of raw rubber are now in the hands of the Japanese. This fact, taken in conjunction with the greatly increased demand for rubber arising from the huge armament programmes being carried through by the Allied nations, makes it clear that rubber is very precious. In the manufacture of tanks, battleships, and so on, rubber plays a large part. The mechanisation of armies and the countless thousands of planes and cars, trucks and tyred guns used by modern fighting forces make the problem of maintaining the supply of rubber one of major magnitude. xyxy=(176,1080,318,1243)
article xyxy=(21,868,162,1193)
article-credit: (By Telegraph—Press Association—Copyright) xyxy=(814,150,926,169)
divider-rule xyxy=(63,937,119,938)
article-headline: LABOUR & PROFITS xyxy=(21,1419,162,1459)
article-dateline: CHUNGKING, April 30. xyxy=(240,148,318,157)
article-deck: RATHER THAN FIGHT FOR GERMANY xyxy=(800,66,939,90)
article-paragraph: As we pushed onward, the engine crew straining to get an extra half-knot above normal speed, the whole sky was illuminated by the enormous glow from one of the huge oil-fires which had been burning for many days on Singapore Island. Suddenly it leapt up for a few minutes, and then died down equally dramatically. Nothing more was to be seen except a huge column of black smoke, which for days at sea told us where we lay in relation to Singapore. xyxy=(799,1068,941,1190)
section-heading: OIL FUEL ECONOMIES. xyxy=(44,684,138,694)
article xyxy=(955,40,1097,601)
article xyxy=(21,1419,162,1724)
article-paragraph: Arrangements are being made to salvage old rubber for reclaiming, and any person who has any old tires or other rubber must hold it pending further instructions as to its collection. Do not destroy old rubber or used rubber, whatever its condition. xyxy=(176,1617,318,1688)
article-credit: (By Telegraph—Press Association—Copyright) (Received This Day, 1.30 p.m.) xyxy=(494,1348,623,1368)
article-dateline: WASHINGTON, April 30. xyxy=(391,752,474,762)
article-paragraph: "Today I've attended a service there. But first I'll tell you something about the church. It dates back to 1589. In peal of eight bells have rung in many historic events—though at one time it paid a forfeit of two shillings for failing to ring on the arrival of Henry VIII, the King who gave the church to Dover. When Charles II landed at Dover on the Restoration he was met on the beach by General Monk and they went into the church to give thanks for his safe coming. An English king is buried there—King Stephen, who died at sea. Its bells rang a muffled peal for Nurse Cavell as her body passed through Dover on its way to London. But nothing in history can compare with the grandeur of the experience which the church is passing through today. xyxy=(955,952,1097,1146)
article-paragraph: As a sensible alternative which would eliminate much of this waste, it has been suggested that more men take up pipe-smoking. It is considered that at present only one man in every ten smokes a pipe in preference to cigarettes. xyxy=(799,1639,941,1700)
article-headline: SAVING RUBBER xyxy=(177,982,318,1004)
article-paragraph: A sitting of the No. 4A Armed Forces Appeal Board was held in Masterton yesterday. There were present: Messrs H. B. Lusk (chairman), F. R. Field and W. H. Barry, members of the board; the secretary, Mr J. C. Corbishley, and the Crown representative, Mr J. S. Wauchop. Appeals were heard in respect to men called up for overseas service. The name of the person making the appeal is given in parentheses:— xyxy=(955,146,1097,258)
article-paragraph: For hours we had been embarking men in a blackout so complete that even the glow of a cigarette brought a growl from a hundred voices: "Put out that light!" xyxy=(799,665,941,705)
article-deck: FREE TO EXPRESS HIS OWN OPINIONS xyxy=(500,84,617,108)
article-subheading: MANY PATENTS. xyxy=(680,306,748,316)
article-paragraph: The death has occurred of Dr Arthur, Professor Emeritus of Botany at Purdue University, at the age of 82. He was an authority on plant rust. xyxy=(21,1819,162,1860)
article-headline: GOING TO CHURCH xyxy=(955,607,1097,647)
article-subheading: GERMAN ARMOURED TRAIN BLOWN UP. xyxy=(499,1535,618,1556)
article-credit: (British Official Wireless.) (Received This Day, 11.30 a.m.) xyxy=(650,1671,778,1691)
article-dateline: RUGBY, April 30. xyxy=(572,1612,629,1622)
divider-rule xyxy=(842,120,898,121)
article-deck: PRODUCT OF LABORATORIES xyxy=(672,277,757,302)
article-headline: TAXES & PRICES xyxy=(21,868,162,890)
article-headline: DISSENSION IN INDIA xyxy=(332,892,473,932)
article-subheading: STATEMENT BY MR STIMSON. xyxy=(341,686,464,696)
article-subheading: AN OFFICIAL STATEMENT. xyxy=(193,1067,301,1077)
article-subheading: GOVERNMENT ASKED TO REDEEM PROMISES. xyxy=(350,95,455,115)
article-paragraph: During the last twenty years military experts, congressmen and industrialists such as Harvey Firestone, have insisted that America should grow its own rubber. Makers of synthetic materials, on the other hand, urged that rubber substitutes being produced chemically in their laboratories could be made to satisfy the United States' demands in time of national emergency. xyxy=(643,677,785,779)
article xyxy=(488,1260,629,1503)
column-2 xyxy=(170,40,326,1867)
article-paragraph: Whether the United States will go permanently into the production of its own raw rubber will depend largely upon how cheaply it can produce synthetic materials like du Pont's "neoprene," which now costs more than crude rubber but is applicable for widely varied products. xyxy=(643,1116,785,1197)
article xyxy=(488,40,629,388)
article-paragraph: Czech circles in London comment on the charge that it confirms that the workers carry on anti-Nazi activities in new surroundings, thus constituting a real danger to Germany. xyxy=(799,333,941,384)
divider-rule xyxy=(842,465,898,466)
article-credit: (By Telegraph—Press Association—Copyright) (Received This Day, 1.20 p.m.) xyxy=(338,730,468,750)
article-paragraph: Asked today when the increased tax would be passed on to the public, Mr A. H. Nordmeyer (Acting Minister of Customs) said the increased duty on cigarettes and tobacco and on imported wines and spirits was payable in respect of those goods which were imported after April 30 or were cleared from bonded warehouses after that date. The increased duty on beer was payable on beer which was brewed after April 30 and the additional sales tax was payable on goods sold by a wholesaler, or manufactured by a manufacturing retailer, after that date. All stocks already held by retailers and all other goods upon which tax has been paid or is payable at the old rates must be sold at ruling prices, and if anyone suspects that the price of an article bought by him has been unjustifiably raised he should report the matter to the Price Tribunal. xyxy=(21,979,162,1193)
article xyxy=(488,1510,629,1797)
article-headline: ENEMY LOSSES xyxy=(488,1510,629,1532)
article-subheading: AFTER BEING ENTOMBED FOR FOUR DAYS. xyxy=(340,410,466,431)
article-subheading: FORMATION OF NATIONAL COMPANIES. xyxy=(36,113,147,133)
article-deck: ARRIVAL IN ENGLAND xyxy=(655,66,773,77)
article-paragraph: Thiokol . . . neoprene . . . buna . . . vinylite . . . koroseal . . . these could be words dropped from the pages of Arabian Nights writes W. Clifford Harvey in the "Christian Science Monitor." They can't be found in the dictionary. But they represent products with which American industry hopes to keep America motor cars rolling. xyxy=(643,339,785,431)
article-subheading: ACTION AGAINST SOCIAL EVILS. xyxy=(335,126,471,135)
article-subheading: NECESSARY AND OVERDUE SAFEGUARD. xyxy=(345,706,460,727)
article-dateline: CANBERRA, April 30. xyxy=(400,1294,474,1304)
column-7 xyxy=(948,40,1104,1867)
article-paragraph: Meantime, get the most out of the tires you now have. Co-operate with the other fellow. Pool resources wherever possible. xyxy=(176,1757,318,1788)
